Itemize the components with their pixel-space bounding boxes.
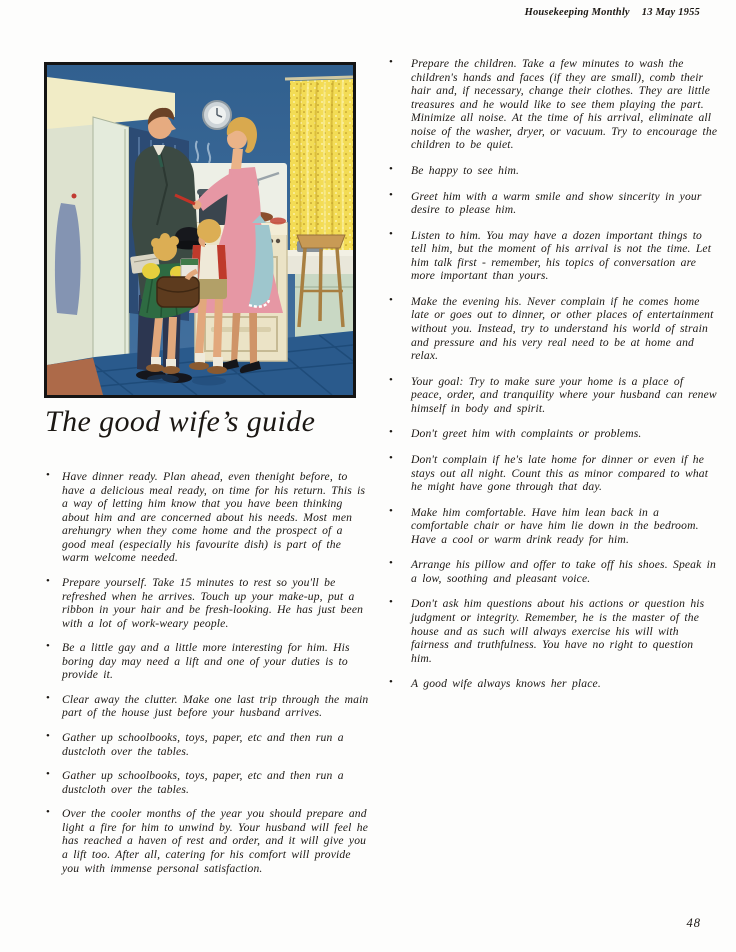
guide-item-text: Make him comfortable. Have him lean back in a comfortable chair or have him lie down in the bedroom. Have a cool or warm drink ready for him. [411, 505, 699, 546]
guide-item [388, 57, 718, 152]
guide-item [45, 807, 369, 875]
guide-item [388, 427, 718, 441]
guide-item [45, 769, 369, 796]
right-guide-list [388, 57, 718, 703]
bullet-marker: • [389, 162, 394, 175]
bullet-marker: • [46, 730, 51, 742]
left-guide-list [45, 470, 369, 886]
guide-item-text: Have dinner ready. Plan ahead, even thenight before, to have a delicious meal ready, on time for his return. This is a way of letting him know that you have been thinking about him and are concerned about his needs. Most men arehungry when they come home and the prospect of a good meal (especially his favourite dish) is part of the warm welcome needed. [62, 470, 366, 565]
guide-item [388, 677, 718, 691]
guide-item [45, 693, 369, 720]
guide-item [45, 731, 369, 758]
guide-item [388, 558, 718, 585]
bullet-marker: • [46, 640, 51, 653]
guide-item [388, 190, 718, 217]
guide-item-text: Prepare the children. Take a few minutes to wash the children's hands and faces (if they are small), comb their hair and, if necessary, change their clothes. They are little treasures and he would like to see them playing the part. Minimize all noise. At the time of his arrival, eliminate all noise of the washer, dryer, or vacuum. Try to encourage the children to be quiet. [411, 57, 718, 152]
kitchen-illustration [44, 62, 356, 398]
guide-item [45, 641, 369, 682]
guide-item-text: Be happy to see him. [411, 163, 520, 177]
bullet-marker: • [389, 56, 394, 68]
magazine-title: Housekeeping Monthly [524, 7, 630, 18]
bullet-marker: • [389, 451, 394, 464]
bullet-marker: • [46, 469, 51, 481]
bullet-marker: • [389, 557, 394, 570]
guide-item-text: Arrange his pillow and offer to take off his shoes. Speak in a low, soothing and pleasant voice. [411, 558, 716, 585]
guide-item-text: Over the cooler months of the year you should prepare and light a fire for him to unwind by. Your husband will feel he has reached a haven of rest and order, and it will give you a lift too. After all, catering for his comfort will provide you with immense personal satisfaction. [62, 807, 369, 875]
guide-item-text: A good wife always knows her place. [411, 677, 601, 691]
bullet-marker: • [389, 227, 394, 240]
guide-item [388, 453, 718, 494]
guide-item-text: Make the evening his. Never complain if he comes home late or goes out to dinner, or other places of entertainment without you. Instead, try to understand his world of strain and pressure and his very real need to be at home and relax. [411, 294, 714, 363]
guide-item-text: Don't complain if he's late home for dinner or even if he stays out all night. Count this as minor compared to what he might have gone through that day. [411, 452, 709, 494]
page-header [525, 7, 700, 18]
guide-item [388, 295, 718, 363]
guide-item [388, 375, 718, 416]
guide-item-text: Be a little gay and a little more interesting for him. His boring day may need a lift and one of your duties is to provide it. [62, 641, 350, 682]
guide-item [45, 470, 369, 565]
guide-item [388, 506, 718, 547]
bullet-marker: • [46, 768, 51, 781]
kitchen-scene-art [47, 65, 353, 395]
guide-item-text: Gather up schoolbooks, toys, paper, etc and then run a dustcloth over the tables. [62, 769, 344, 796]
guide-item-text: Clear away the clutter. Make one last trip through the main part of the house just before your husband arrives. [62, 692, 369, 720]
issue-date: 13 May 1955 [641, 7, 700, 18]
bullet-marker: • [46, 691, 51, 704]
guide-item-text: Don't greet him with complaints or problems. [411, 427, 642, 441]
guide-item-text: Gather up schoolbooks, toys, paper, etc and then run a dustcloth over the tables. [62, 731, 344, 758]
guide-item-text: Greet him with a warm smile and show sincerity in your desire to please him. [411, 189, 702, 217]
bullet-marker: • [46, 574, 51, 587]
bullet-marker: • [389, 504, 394, 517]
bullet-marker: • [389, 188, 394, 201]
bullet-marker: • [389, 373, 394, 386]
bullet-marker: • [389, 676, 394, 689]
guide-item-text: Listen to him. You may have a dozen important things to tell him, but the moment of his arrival is not the time. Let him talk first - remember, his topics of conversation are more important than yours. [411, 228, 712, 283]
wall-clock [203, 101, 231, 129]
guide-item-text: Don't ask him questions about his actions or question his judgment or integrity. Remember, he is the master of the house and as such will always exercise his will with fairness and truthfulness. You have no right to question him. [411, 597, 705, 665]
guide-item [45, 576, 369, 630]
article-title: The good wife’s guide [45, 405, 316, 438]
bullet-marker: • [389, 426, 394, 439]
page-number: 48 [686, 916, 701, 930]
guide-item-text: Prepare yourself. Take 15 minutes to rest so you'll be refreshed when he arrives. Touch up your make-up, put a ribbon in your hair and be fresh-looking. He has just been with a lot of work-weary people. [62, 575, 364, 630]
guide-item-text: Your goal: Try to make sure your home is a place of peace, order, and tranquility where your husband can renew himself in body and spirit. [411, 374, 717, 415]
guide-item [388, 229, 718, 283]
bullet-marker: • [389, 293, 394, 306]
guide-item [388, 597, 718, 665]
guide-item [388, 164, 718, 178]
bullet-marker: • [46, 806, 51, 819]
bullet-marker: • [389, 596, 394, 609]
